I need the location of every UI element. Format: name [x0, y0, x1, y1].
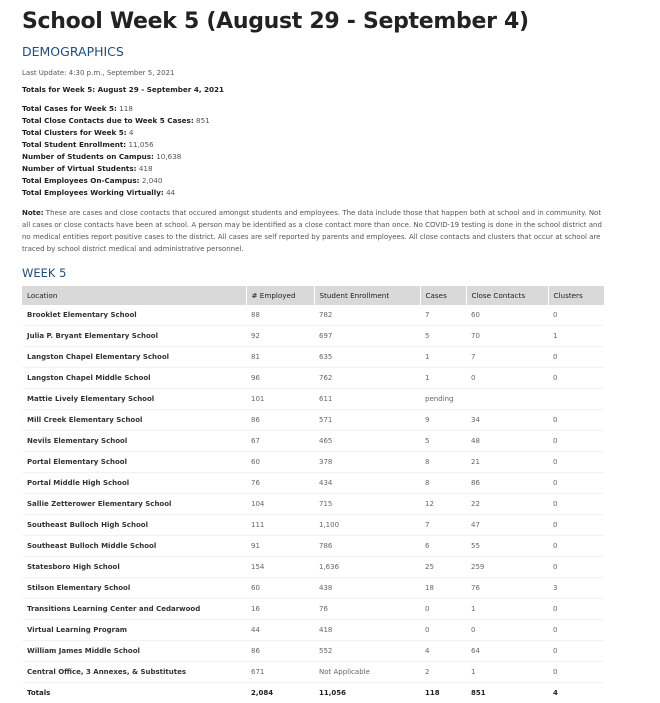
- table-cell: 25: [420, 557, 466, 578]
- totals-cell: 118: [420, 683, 466, 703]
- table-cell: [548, 389, 604, 410]
- table-cell: 715: [314, 494, 420, 515]
- table-cell: 111: [246, 515, 314, 536]
- totals-label: Totals: [22, 683, 246, 703]
- table-cell: 154: [246, 557, 314, 578]
- table-cell: 762: [314, 368, 420, 389]
- table-cell: 1,636: [314, 557, 420, 578]
- table-cell: 1: [420, 347, 466, 368]
- totals-cell: 2,084: [246, 683, 314, 703]
- table-cell: 9: [420, 410, 466, 431]
- table-cell: 378: [314, 452, 420, 473]
- stat-item: [22, 187, 638, 199]
- stat-label: Total Student Enrollment:: [22, 140, 126, 149]
- totals-title: Totals for Week 5: August 29 - September 4, 2021: [22, 85, 638, 95]
- table-cell: 86: [246, 641, 314, 662]
- table-cell: 48: [466, 431, 548, 452]
- table-cell: 0: [548, 452, 604, 473]
- table-row: [22, 326, 604, 347]
- table-cell: 21: [466, 452, 548, 473]
- table-cell: 81: [246, 347, 314, 368]
- table-cell: 0: [548, 431, 604, 452]
- table-cell: 0: [548, 494, 604, 515]
- table-cell: 76: [246, 473, 314, 494]
- table-cell: 18: [420, 578, 466, 599]
- location-cell: Portal Middle High School: [22, 473, 246, 494]
- table-cell: 3: [548, 578, 604, 599]
- stat-label: Total Cases for Week 5:: [22, 104, 117, 113]
- totals-row: [22, 683, 604, 703]
- table-cell: 8: [420, 452, 466, 473]
- table-cell: 0: [548, 662, 604, 683]
- table-row: [22, 536, 604, 557]
- location-cell: Central Office, 3 Annexes, & Substitutes: [22, 662, 246, 683]
- location-cell: Stilson Elementary School: [22, 578, 246, 599]
- table-cell: 552: [314, 641, 420, 662]
- column-header: Close Contacts: [466, 286, 548, 305]
- table-cell: 0: [548, 473, 604, 494]
- stat-label: Number of Virtual Students:: [22, 164, 137, 173]
- table-cell: 0: [548, 347, 604, 368]
- location-cell: Langston Chapel Middle School: [22, 368, 246, 389]
- table-cell: 7: [420, 305, 466, 326]
- location-cell: Southeast Bulloch High School: [22, 515, 246, 536]
- table-cell: 0: [548, 557, 604, 578]
- table-cell: 76: [314, 599, 420, 620]
- table-cell: 0: [548, 410, 604, 431]
- stat-value: 4: [127, 128, 134, 137]
- stat-value: 2,040: [140, 176, 163, 185]
- location-cell: Mill Creek Elementary School: [22, 410, 246, 431]
- stat-item: [22, 151, 638, 163]
- stat-value: 44: [164, 188, 175, 197]
- week-5-table: [22, 286, 605, 703]
- table-cell: 101: [246, 389, 314, 410]
- table-cell: 70: [466, 326, 548, 347]
- table-cell: [466, 389, 548, 410]
- table-row: [22, 305, 604, 326]
- totals-cell: 11,056: [314, 683, 420, 703]
- totals-cell: 851: [466, 683, 548, 703]
- stat-item: [22, 127, 638, 139]
- table-cell: 76: [466, 578, 548, 599]
- table-cell: 60: [246, 578, 314, 599]
- table-cell: 67: [246, 431, 314, 452]
- location-cell: Julia P. Bryant Elementary School: [22, 326, 246, 347]
- table-cell: Not Applicable: [314, 662, 420, 683]
- table-cell: 60: [246, 452, 314, 473]
- table-row: [22, 431, 604, 452]
- table-cell: 465: [314, 431, 420, 452]
- table-cell: 259: [466, 557, 548, 578]
- location-cell: Langston Chapel Elementary School: [22, 347, 246, 368]
- page-title: School Week 5 (August 29 - September 4): [22, 8, 638, 36]
- stat-item: [22, 115, 638, 127]
- table-cell: 5: [420, 431, 466, 452]
- table-cell: 34: [466, 410, 548, 431]
- table-cell: 697: [314, 326, 420, 347]
- table-cell: 434: [314, 473, 420, 494]
- location-cell: Sallie Zetterower Elementary School: [22, 494, 246, 515]
- location-cell: Portal Elementary School: [22, 452, 246, 473]
- location-cell: Statesboro High School: [22, 557, 246, 578]
- note-paragraph: [22, 207, 602, 255]
- stat-label: Total Close Contacts due to Week 5 Cases:: [22, 116, 194, 125]
- week-heading: WEEK 5: [22, 266, 638, 280]
- last-update: Last Update: 4:30 p.m., September 5, 2021: [22, 68, 638, 78]
- table-row: [22, 557, 604, 578]
- column-header: Clusters: [548, 286, 604, 305]
- stat-item: [22, 103, 638, 115]
- table-cell: 0: [548, 305, 604, 326]
- table-cell: 16: [246, 599, 314, 620]
- stat-label: Total Clusters for Week 5:: [22, 128, 127, 137]
- table-cell: 635: [314, 347, 420, 368]
- table-cell: 571: [314, 410, 420, 431]
- stat-label: Number of Students on Campus:: [22, 152, 154, 161]
- table-cell: 1: [466, 599, 548, 620]
- table-row: [22, 347, 604, 368]
- stat-label: Total Employees On-Campus:: [22, 176, 140, 185]
- table-row: [22, 641, 604, 662]
- table-row: [22, 578, 604, 599]
- location-cell: William James Middle School: [22, 641, 246, 662]
- table-header-row: [22, 286, 604, 305]
- table-cell: 1: [466, 662, 548, 683]
- table-row: [22, 515, 604, 536]
- location-cell: Southeast Bulloch Middle School: [22, 536, 246, 557]
- stat-value: 10,638: [154, 152, 181, 161]
- table-cell: 55: [466, 536, 548, 557]
- stats-list: [22, 103, 638, 199]
- table-cell: 1: [548, 326, 604, 347]
- table-cell: 92: [246, 326, 314, 347]
- table-row: [22, 368, 604, 389]
- table-row: [22, 410, 604, 431]
- table-cell: 418: [314, 620, 420, 641]
- table-cell: 782: [314, 305, 420, 326]
- table-cell: 0: [548, 620, 604, 641]
- stat-value: 418: [137, 164, 153, 173]
- table-row: [22, 473, 604, 494]
- location-cell: Brooklet Elementary School: [22, 305, 246, 326]
- location-cell: Transitions Learning Center and Cedarwood: [22, 599, 246, 620]
- table-cell: 7: [466, 347, 548, 368]
- location-cell: Virtual Learning Program: [22, 620, 246, 641]
- table-cell: 438: [314, 578, 420, 599]
- table-row: [22, 599, 604, 620]
- stat-label: Total Employees Working Virtually:: [22, 188, 164, 197]
- table-cell: 1,100: [314, 515, 420, 536]
- table-cell: 5: [420, 326, 466, 347]
- table-cell: 22: [466, 494, 548, 515]
- stat-value: 118: [117, 104, 133, 113]
- table-cell: 611: [314, 389, 420, 410]
- table-cell: 4: [420, 641, 466, 662]
- section-heading-demographics: DEMOGRAPHICS: [22, 44, 638, 60]
- table-cell: 60: [466, 305, 548, 326]
- table-row: [22, 662, 604, 683]
- table-cell: pending: [420, 389, 466, 410]
- table-row: [22, 494, 604, 515]
- table-cell: 0: [548, 368, 604, 389]
- location-cell: Mattie Lively Elementary School: [22, 389, 246, 410]
- table-row: [22, 620, 604, 641]
- column-header: # Employed: [246, 286, 314, 305]
- table-cell: 0: [548, 536, 604, 557]
- stat-value: 851: [194, 116, 210, 125]
- location-cell: Nevils Elementary School: [22, 431, 246, 452]
- table-cell: 0: [548, 599, 604, 620]
- table-cell: 1: [420, 368, 466, 389]
- table-cell: 86: [246, 410, 314, 431]
- table-cell: 671: [246, 662, 314, 683]
- stat-item: [22, 139, 638, 151]
- table-body: [22, 305, 604, 703]
- stat-item: [22, 175, 638, 187]
- table-cell: 7: [420, 515, 466, 536]
- table-row: [22, 452, 604, 473]
- table-cell: 0: [548, 515, 604, 536]
- table-cell: 0: [548, 641, 604, 662]
- table-cell: 91: [246, 536, 314, 557]
- note-label: Note:: [22, 209, 44, 217]
- column-header: Cases: [420, 286, 466, 305]
- table-cell: 12: [420, 494, 466, 515]
- table-cell: 88: [246, 305, 314, 326]
- totals-cell: 4: [548, 683, 604, 703]
- stat-item: [22, 163, 638, 175]
- table-cell: 64: [466, 641, 548, 662]
- table-cell: 2: [420, 662, 466, 683]
- column-header: Student Enrollment: [314, 286, 420, 305]
- column-header: Location: [22, 286, 246, 305]
- table-cell: 44: [246, 620, 314, 641]
- table-cell: 86: [466, 473, 548, 494]
- table-row: [22, 389, 604, 410]
- stat-value: 11,056: [126, 140, 153, 149]
- table-cell: 0: [466, 620, 548, 641]
- note-text: These are cases and close contacts that occured amongst students and employees. The data include those that happen both at school and in community. Not all cases or close contacts have been at school. A person may be identified as a close contact more than once. No COVID-19 testing is done in the school district and no medical entities report positive cases to the district. All cases are self reported by parents and employees. All close contacts and clusters that occur at school are traced by school district medical and administrative personnel.: [22, 209, 602, 253]
- table-cell: 96: [246, 368, 314, 389]
- table-cell: 104: [246, 494, 314, 515]
- table-cell: 6: [420, 536, 466, 557]
- table-cell: 0: [420, 620, 466, 641]
- table-cell: 786: [314, 536, 420, 557]
- table-cell: 8: [420, 473, 466, 494]
- table-cell: 0: [466, 368, 548, 389]
- table-cell: 47: [466, 515, 548, 536]
- table-cell: 0: [420, 599, 466, 620]
